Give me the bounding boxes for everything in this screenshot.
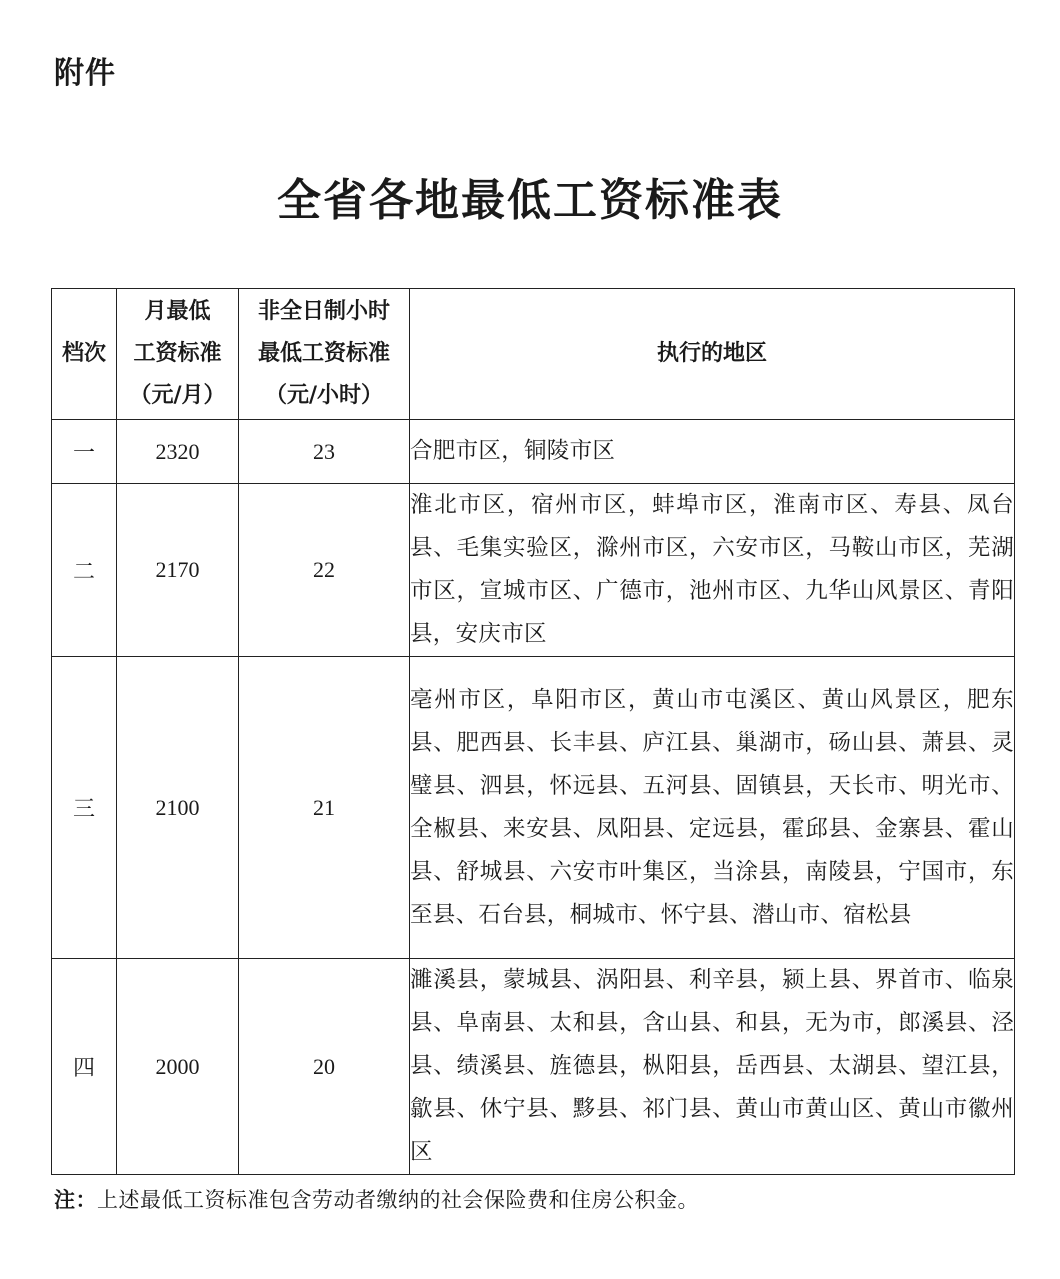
header-hourly — [239, 289, 410, 420]
footnote-label: 注： — [54, 1188, 97, 1212]
hourly-wage-cell: 20 — [239, 959, 410, 1175]
footnote — [54, 1184, 699, 1214]
tier-cell: 四 — [52, 959, 117, 1175]
header-tier-label: 档次 — [61, 341, 106, 366]
monthly-wage-cell: 2000 — [117, 959, 239, 1175]
document-title: 全省各地最低工资标准表 — [277, 175, 783, 226]
areas-cell: 合肥市区，铜陵市区 — [410, 420, 1015, 484]
table-row — [52, 959, 1015, 1175]
table-row — [52, 420, 1015, 484]
footnote-text: 上述最低工资标准包含劳动者缴纳的社会保险费和住房公积金。 — [97, 1188, 699, 1212]
tier-cell: 三 — [52, 657, 117, 959]
attachment-label: 附件 — [54, 56, 116, 91]
hourly-wage-cell: 22 — [239, 484, 410, 657]
header-areas — [410, 289, 1015, 420]
header-monthly — [117, 289, 239, 420]
areas-cell: 濉溪县，蒙城县、涡阳县、利辛县，颍上县、界首市、临泉县、阜南县、太和县，含山县、和县，无为市，郎溪县、泾县、绩溪县、旌德县，枞阳县，岳西县、太湖县、望江县，歙县、休宁县、黟县、祁门县、黄山市黄山区、黄山市徽州区 — [410, 959, 1015, 1175]
hourly-wage-cell: 23 — [239, 420, 410, 484]
monthly-wage-cell: 2100 — [117, 657, 239, 959]
table-header-row — [52, 289, 1015, 420]
header-monthly-line2: 工资标准 — [133, 341, 222, 366]
header-hourly-line3: （元/小时） — [264, 383, 384, 408]
areas-cell: 亳州市区，阜阳市区，黄山市屯溪区、黄山风景区，肥东县、肥西县、长丰县、庐江县、巢湖市，砀山县、萧县、灵璧县、泗县，怀远县、五河县、固镇县，天长市、明光市、全椒县、来安县、凤阳县、定远县，霍邱县、金寨县、霍山县、舒城县、六安市叶集区，当涂县，南陵县，宁国市，东至县、石台县，桐城市、怀宁县、潜山市、宿松县 — [410, 657, 1015, 959]
hourly-wage-cell: 21 — [239, 657, 410, 959]
table-row — [52, 484, 1015, 657]
minimum-wage-table — [51, 288, 1015, 1175]
header-tier — [52, 289, 117, 420]
header-monthly-line1: 月最低 — [144, 299, 211, 324]
header-areas-label: 执行的地区 — [656, 341, 767, 366]
monthly-wage-cell: 2320 — [117, 420, 239, 484]
monthly-wage-cell: 2170 — [117, 484, 239, 657]
table-row — [52, 657, 1015, 959]
tier-cell: 二 — [52, 484, 117, 657]
header-hourly-line2: 最低工资标准 — [257, 341, 390, 366]
header-monthly-line3: （元/月） — [129, 383, 226, 408]
tier-cell: 一 — [52, 420, 117, 484]
header-hourly-line1: 非全日制小时 — [257, 299, 390, 324]
areas-cell: 淮北市区，宿州市区，蚌埠市区，淮南市区、寿县、凤台县、毛集实验区，滁州市区，六安市区，马鞍山市区，芜湖市区，宣城市区、广德市，池州市区、九华山风景区、青阳县，安庆市区 — [410, 484, 1015, 657]
